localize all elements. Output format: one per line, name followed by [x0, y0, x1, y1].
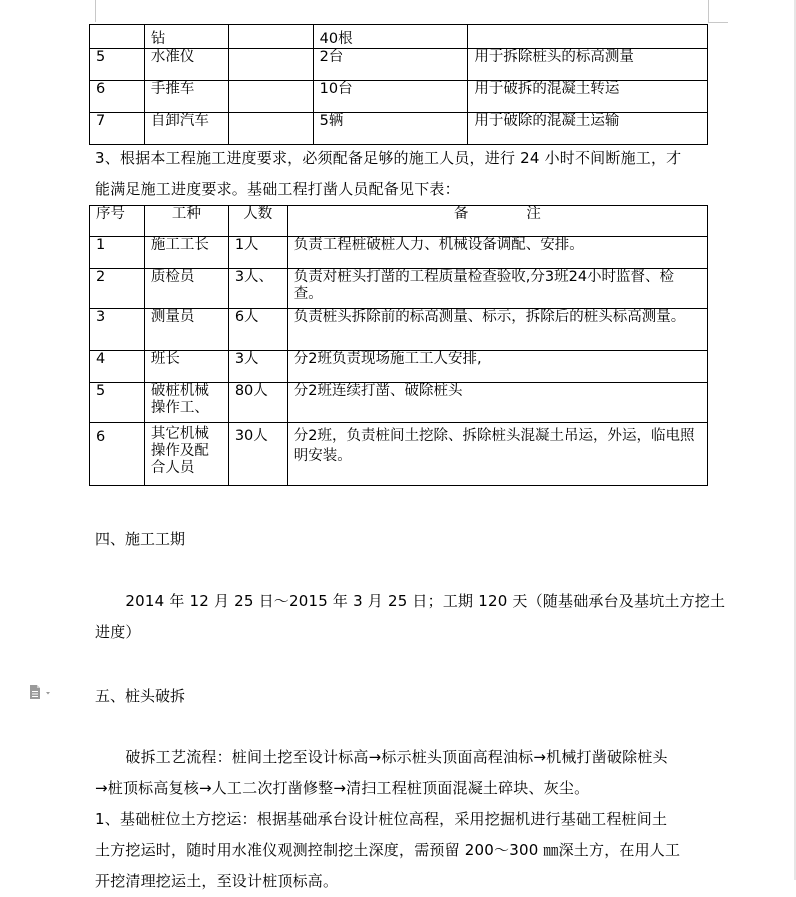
- margin-guide: [708, 0, 709, 22]
- cell-note: 用于破除的混凝土运输: [468, 113, 708, 145]
- schedule-paragraph: [95, 586, 726, 648]
- cell-count: 1人: [228, 237, 287, 269]
- cell-name: 水准仪: [144, 49, 228, 81]
- margin-guide: [708, 22, 728, 23]
- cell-count: 3人、: [228, 269, 287, 309]
- paragraph-line: 破拆工艺流程：桩间土挖至设计标高→标示桩头顶面高程油标→机械打凿破除桩头: [95, 748, 668, 766]
- cell-remark: 分2班连续打凿、破除桩头: [287, 383, 707, 423]
- cell-no: [90, 25, 145, 49]
- header-type: 工种: [144, 206, 228, 237]
- table-row: [90, 25, 708, 49]
- cell-spec: [228, 49, 313, 81]
- document-icon[interactable]: [28, 684, 54, 700]
- staff-paragraph: [95, 143, 707, 205]
- cell-count: 3人: [228, 351, 287, 383]
- cell-qty: 40根: [313, 25, 468, 49]
- table-row: [90, 49, 708, 81]
- table-row: [90, 269, 708, 309]
- cell-type: 班长: [144, 351, 228, 383]
- cell-name: 自卸汽车: [144, 113, 228, 145]
- cell-type: 质检员: [144, 269, 228, 309]
- equipment-table: [89, 24, 708, 145]
- cell-type: 施工工长: [144, 237, 228, 269]
- cell-count: 80人: [228, 383, 287, 423]
- cell-no: 3: [90, 309, 145, 351]
- cell-no: 5: [90, 49, 145, 81]
- paragraph-line: 1、基础桩位土方挖运：根据基础承台设计桩位高程，采用挖掘机进行基础工程桩间土: [95, 810, 668, 828]
- cell-name: 手推车: [144, 81, 228, 113]
- cell-name: 钻: [144, 25, 228, 49]
- cell-no: 5: [90, 383, 145, 423]
- section-heading: 五、桩头破拆: [95, 687, 186, 705]
- cell-no: 4: [90, 351, 145, 383]
- cell-type: 测量员: [144, 309, 228, 351]
- caret-down-icon: [46, 692, 50, 695]
- cell-qty: 2台: [313, 49, 468, 81]
- table-row: [90, 383, 708, 423]
- cell-no: 2: [90, 269, 145, 309]
- cell-qty: 10台: [313, 81, 468, 113]
- cell-qty: 5辆: [313, 113, 468, 145]
- cell-no: 6: [90, 81, 145, 113]
- cell-remark: 负责对桩头打凿的工程质量检查验收,分3班24小时监督、检查。: [287, 269, 707, 309]
- cell-remark: 负责工程桩破桩人力、机械设备调配、安排。: [287, 237, 707, 269]
- table-row: [90, 113, 708, 145]
- cell-no: 6: [90, 423, 145, 486]
- header-no: 序号: [90, 206, 145, 237]
- paragraph-line: 2014 年 12 月 25 日～2015 年 3 月 25 日；工期 120 天（随基础承台及基坑土方挖土: [95, 592, 726, 610]
- margin-guide: [95, 0, 96, 22]
- cell-remark: 负责桩头拆除前的标高测量、标示，拆除后的桩头标高测量。: [287, 309, 707, 351]
- table-row: [90, 81, 708, 113]
- paragraph-line: 能满足施工进度要求。基础工程打凿人员配备见下表：: [95, 180, 460, 198]
- paragraph-line: 进度）: [95, 623, 141, 641]
- cell-remark: 分2班，负责桩间土挖除、拆除桩头混凝土吊运，外运，临电照明安装。: [287, 423, 707, 486]
- paragraph-line: 开挖清理挖运土，至设计桩顶标高。: [95, 872, 339, 890]
- paragraph-line: 土方挖运时，随时用水准仪观测控制挖土深度，需预留 200～300 ㎜深土方，在用人工: [95, 841, 681, 859]
- cell-type: 其它机械操作及配合人员: [144, 423, 228, 486]
- cell-remark: 分2班负责现场施工工人安排,: [287, 351, 707, 383]
- cell-note: 用于破拆的混凝土转运: [468, 81, 708, 113]
- table-row: [90, 423, 708, 486]
- cell-note: 用于拆除桩头的标高测量: [468, 49, 708, 81]
- cell-note: [468, 25, 708, 49]
- table-row: [90, 237, 708, 269]
- section-heading: 四、施工工期: [95, 530, 186, 548]
- cell-spec: [228, 81, 313, 113]
- header-count: 人数: [228, 206, 287, 237]
- cell-type: 破桩机械操作工、: [144, 383, 228, 423]
- cell-count: 6人: [228, 309, 287, 351]
- cell-spec: [228, 113, 313, 145]
- table-header-row: [90, 206, 708, 237]
- cell-no: 1: [90, 237, 145, 269]
- paragraph-line: 3、根据本工程施工进度要求，必须配备足够的施工人员，进行 24 小时不间断施工，才: [95, 149, 682, 167]
- paragraph-line: →桩顶标高复核→人工二次打凿修整→清扫工程桩顶面混凝土碎块、灰尘。: [95, 779, 590, 797]
- process-paragraph: [95, 742, 707, 897]
- cell-count: 30人: [228, 423, 287, 486]
- header-remark: 备 注: [287, 206, 707, 237]
- staff-table: [89, 205, 708, 486]
- table-row: [90, 309, 708, 351]
- table-row: [90, 351, 708, 383]
- cell-spec: [228, 25, 313, 49]
- cell-no: 7: [90, 113, 145, 145]
